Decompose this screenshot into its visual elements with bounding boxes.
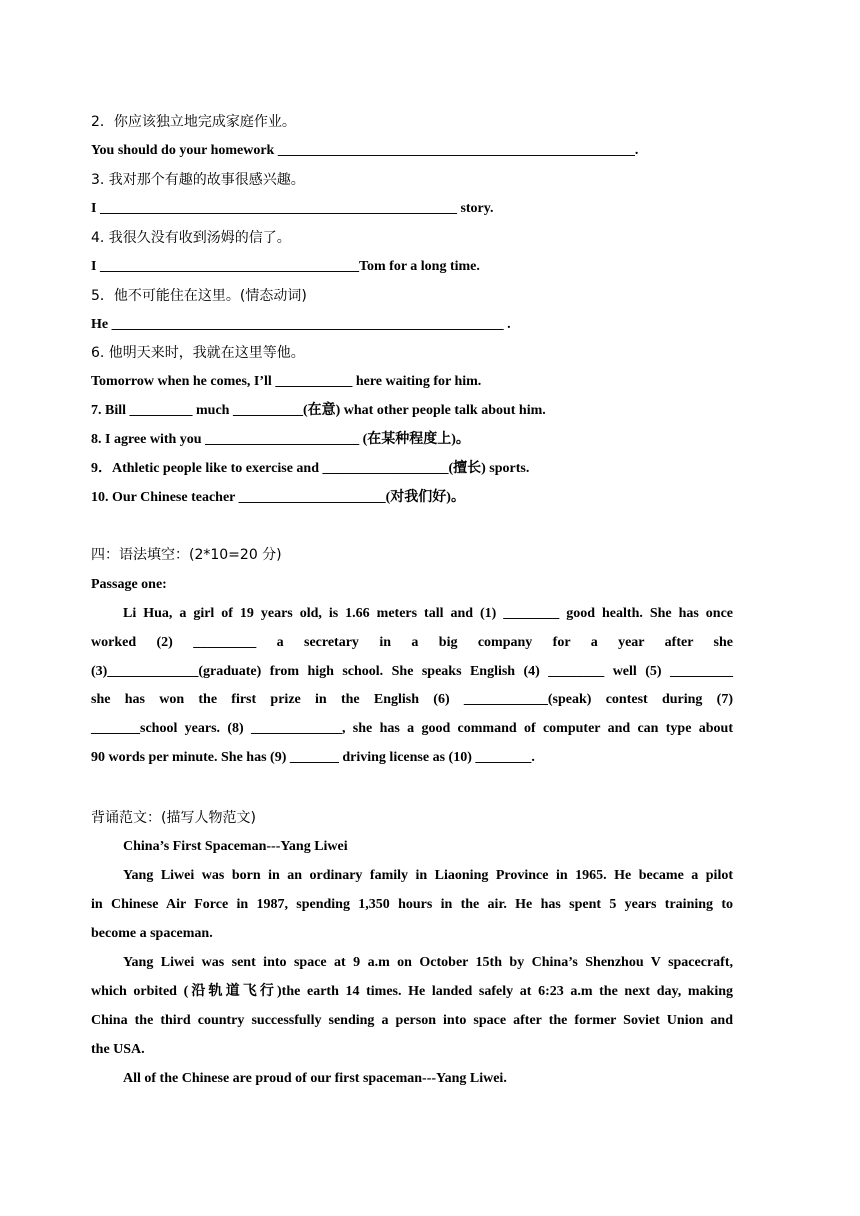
essay-line: in Chinese Air Force in 1987, spending 1,350 hours in the air. He has spent 5 years training to [91, 897, 733, 912]
essay-line: Yang Liwei was born in an ordinary family in Liaoning Province in 1965. He became a pilot [123, 868, 733, 883]
grammar-heading: 四：语法填空：(2*10=20 分) [91, 547, 282, 563]
q4-answer-line: I _____________________________________Tom for a long time. [91, 259, 480, 274]
passage-line: Li Hua, a girl of 19 years old, is 1.66 meters tall and (1) ________ good health. She has once [123, 606, 733, 621]
essay-line: All of the Chinese are proud of our first spaceman---Yang Liwei. [123, 1071, 507, 1086]
q2-prompt: 2．你应该独立地完成家庭作业。 [91, 114, 296, 130]
q4-prompt: 4. 我很久没有收到汤姆的信了。 [91, 230, 291, 246]
q3-prompt: 3. 我对那个有趣的故事很感兴趣。 [91, 172, 305, 188]
q2-answer-line: You should do your homework ___________________________________________________. [91, 143, 639, 158]
q5-answer-line: He ________________________________________________________ . [91, 317, 511, 332]
essay-line: become a spaceman. [91, 926, 213, 941]
essay-line: which orbited (沿轨道飞行)the earth 14 times. He landed safely at 6:23 a.m the next day, making [91, 984, 733, 999]
essay-line: China the third country successfully sending a person into space after the former Soviet Union and [91, 1013, 733, 1028]
passage-line: _______school years. (8) _____________, she has a good command of computer and can type about [91, 721, 733, 736]
q6-prompt: 6. 他明天来时，我就在这里等他。 [91, 345, 305, 361]
passage-line: worked (2) _________ a secretary in a big company for a year after she [91, 635, 733, 650]
q8-answer-line: 8. I agree with you ______________________ (在某种程度上)。 [91, 432, 470, 447]
passage-line: 90 words per minute. She has (9) _______ driving license as (10) ________. [91, 750, 535, 765]
passage-line: she has won the first prize in the English (6) ____________(speak) contest during (7) [91, 692, 733, 707]
q10-answer-line: 10. Our Chinese teacher _____________________(对我们好)。 [91, 490, 465, 505]
passage-label: Passage one: [91, 577, 167, 592]
essay-line: Yang Liwei was sent into space at 9 a.m on October 15th by China’s Shenzhou V spacecraft, [123, 955, 733, 970]
essay-line: the USA. [91, 1042, 145, 1057]
passage-line: (3)_____________(graduate) from high school. She speaks English (4) ________ well (5) _________ [91, 664, 733, 679]
q5-prompt: 5．他不可能住在这里。(情态动词) [91, 288, 307, 304]
q3-answer-line: I ___________________________________________________ story. [91, 201, 494, 216]
q7-answer-line: 7. Bill _________ much __________(在意) what other people talk about him. [91, 403, 546, 418]
essay-title: China’s First Spaceman---Yang Liwei [123, 839, 348, 854]
essay-heading: 背诵范文：(描写人物范文) [91, 810, 256, 826]
q6-answer-line: Tomorrow when he comes, I’ll ___________ here waiting for him. [91, 374, 482, 389]
q9-answer-line: 9．Athletic people like to exercise and __________________(擅长) sports. [91, 461, 530, 476]
